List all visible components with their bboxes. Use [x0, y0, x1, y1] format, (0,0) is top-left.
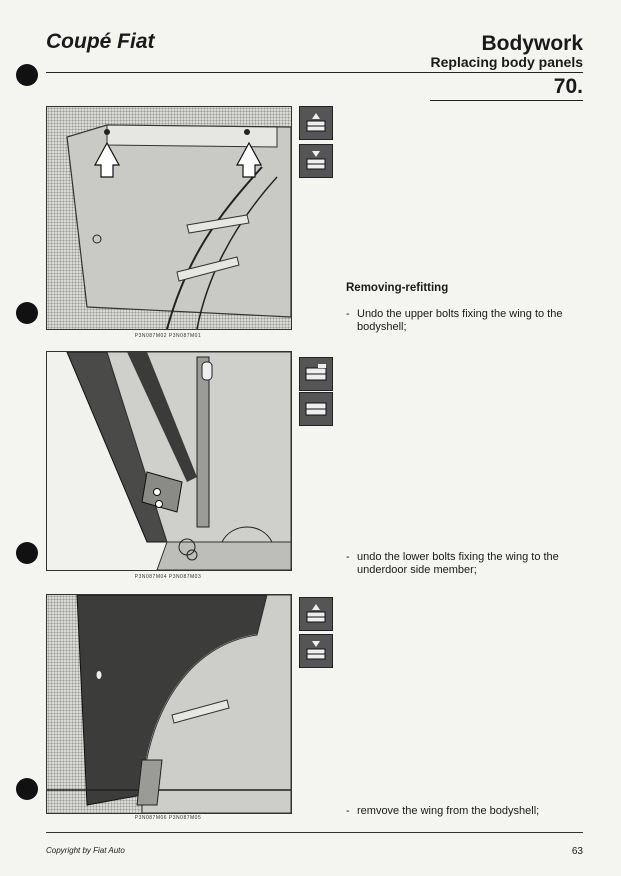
- figure-lower-bolts: [46, 351, 292, 571]
- subsection-title: Replacing body panels: [430, 54, 583, 70]
- lower-bolts-illustration: [47, 352, 291, 570]
- step-remove-wing: [346, 805, 591, 818]
- copyright-notice: Copyright by Fiat Auto: [46, 846, 125, 855]
- lower-vehicle-icon: [299, 144, 333, 178]
- binder-hole: [16, 542, 38, 564]
- figure-upper-bolts: [46, 106, 292, 330]
- page-number: 63: [571, 846, 583, 857]
- raise-vehicle-icon: [299, 106, 333, 140]
- procedure-heading: Removing-refitting: [346, 282, 449, 294]
- step-text: Undo the upper bolts fixing the wing to the bodyshell;: [357, 308, 563, 333]
- section-title: Bodywork: [481, 32, 583, 55]
- section-number: 70.: [553, 75, 583, 98]
- header-rule: [46, 72, 583, 73]
- step-dash: -: [346, 551, 350, 563]
- binder-hole: [16, 64, 38, 86]
- panel-remove-icon: [299, 357, 333, 391]
- figure-code: P3N087M02 P3N087M01: [134, 333, 202, 339]
- step-dash: -: [346, 308, 350, 320]
- binder-hole: [16, 302, 38, 324]
- lower-vehicle-icon: [299, 634, 333, 668]
- step-upper-bolts: [346, 308, 591, 334]
- panel-fit-icon: [299, 392, 333, 426]
- figure-code: P3N087M04 P3N087M03: [134, 574, 202, 580]
- upper-bolts-illustration: [47, 107, 291, 329]
- section-number-rule: [430, 100, 583, 101]
- brand-title: Coupé Fiat: [46, 30, 155, 53]
- step-text: remvove the wing from the bodyshell;: [357, 805, 540, 817]
- figure-remove-wing: [46, 594, 292, 814]
- step-text: undo the lower bolts fixing the wing to the underdoor side member;: [357, 551, 559, 576]
- binder-hole: [16, 778, 38, 800]
- step-lower-bolts: [346, 551, 591, 577]
- step-dash: -: [346, 805, 350, 817]
- remove-wing-illustration: [47, 595, 291, 813]
- figure-code: P3N087M06 P3N087M05: [134, 815, 202, 821]
- footer-rule: [46, 832, 583, 833]
- raise-vehicle-icon: [299, 597, 333, 631]
